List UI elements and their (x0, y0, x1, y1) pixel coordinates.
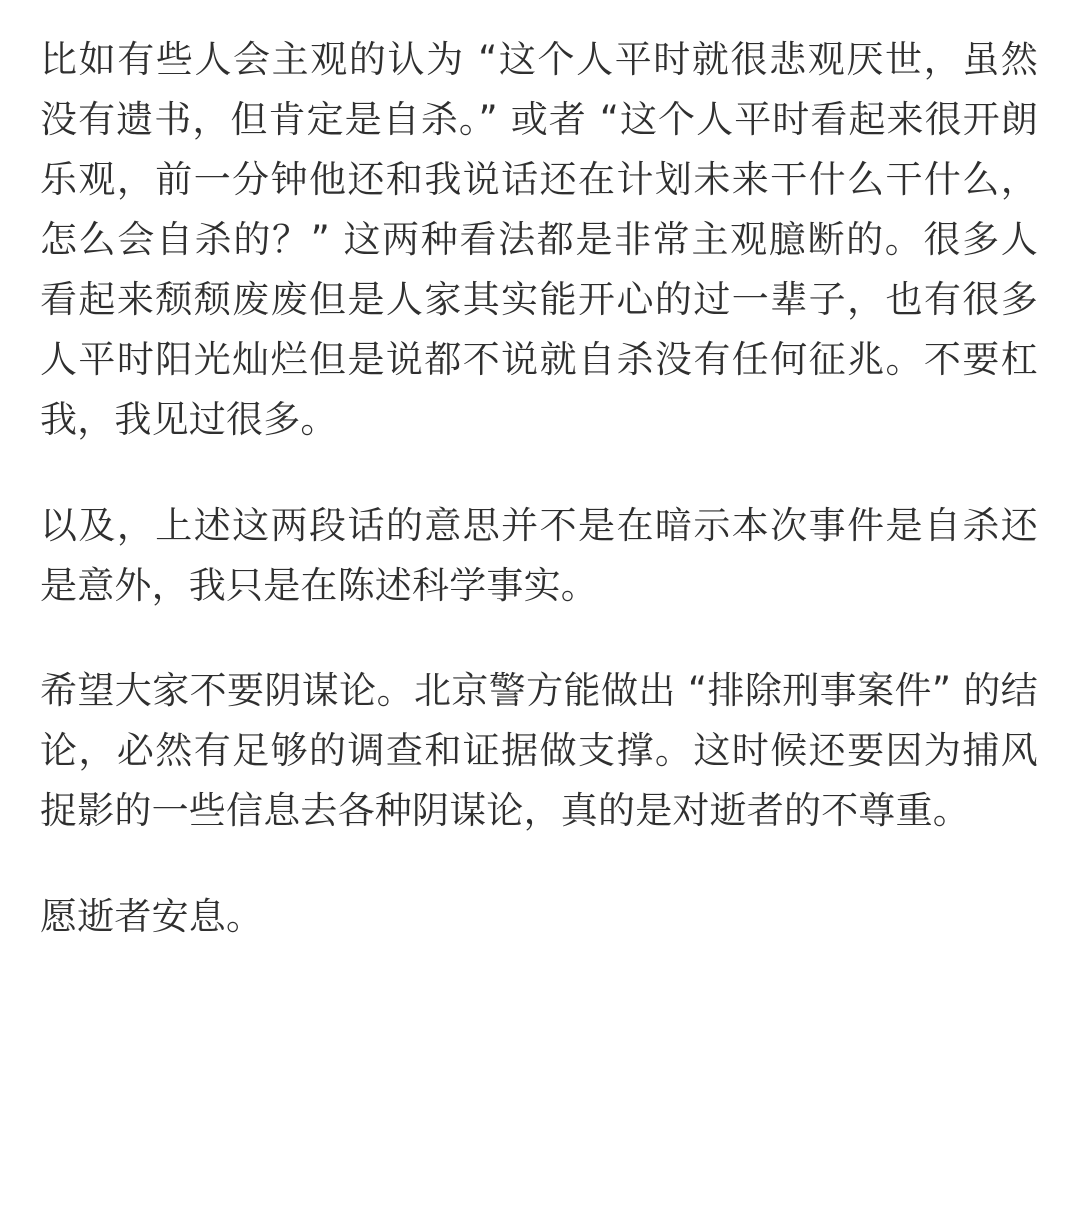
paragraph-3: 希望大家不要阴谋论。北京警方能做出 “排除刑事案件” 的结论，必然有足够的调查和证据做支撑。这时候还要因为捕风捉影的一些信息去各种阴谋论，真的是对逝者的不尊重。 (40, 669, 1038, 833)
article-body (40, 30, 1038, 947)
paragraph-1: 比如有些人会主观的认为 “这个人平时就很悲观厌世，虽然没有遗书，但肯定是自杀。” 或者 “这个人平时看起来很开朗乐观，前一分钟他还和我说话还在计划未来干什么干什么，怎么会自杀的？” 这两种看法都是非常主观臆断的。很多人看起来颓颓废废但是人家其实能开心的过一辈子，也有很多人平时阳光灿烂但是说都不说就自杀没有任何征兆。不要杠我，我见过很多。 (40, 38, 1038, 441)
paragraph-2: 以及，上述这两段话的意思并不是在暗示本次事件是自杀还是意外，我只是在陈述科学事实。 (40, 503, 1038, 607)
paragraph-4: 愿逝者安息。 (40, 895, 264, 939)
